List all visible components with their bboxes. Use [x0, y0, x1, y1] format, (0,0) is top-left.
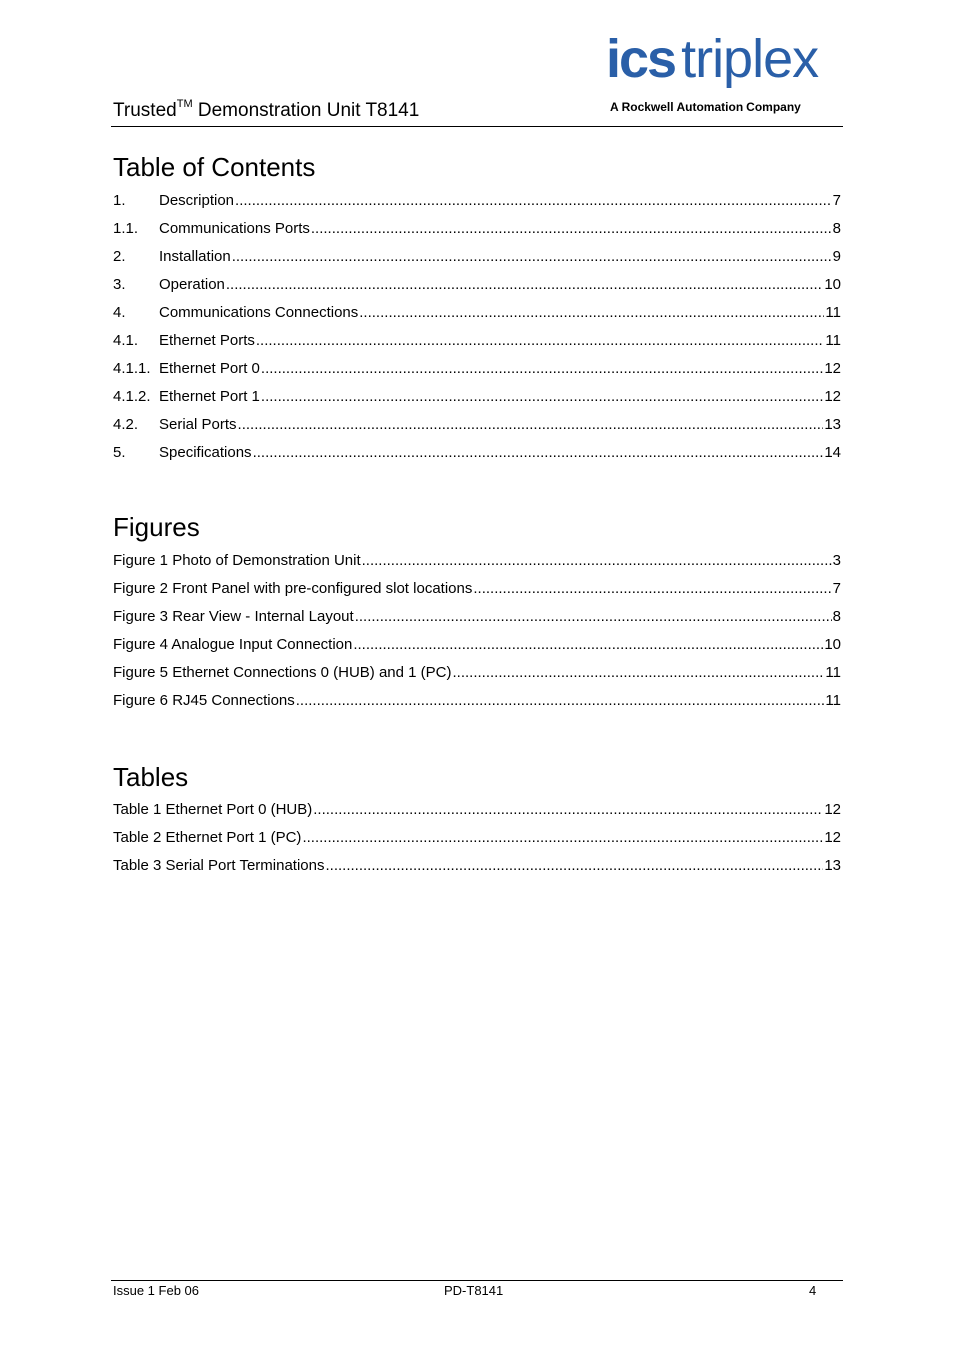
logo-tagline [610, 100, 801, 114]
figure-entry[interactable] [113, 552, 841, 580]
toc-entry-page: 10 [824, 276, 841, 293]
toc-entry-page: 11 [825, 332, 841, 349]
figure-entry-page: 11 [825, 664, 841, 681]
toc-entry-number: 3. [113, 276, 126, 293]
toc-entry-page: 8 [832, 220, 841, 237]
toc-entry-number: 4. [113, 304, 126, 321]
toc-entry[interactable] [113, 360, 841, 388]
figures-heading: Figures [113, 512, 200, 542]
table-entry[interactable] [113, 857, 841, 885]
dot-leader [311, 220, 832, 238]
toc-entry-title: Description [159, 192, 235, 209]
toc-entry-number: 4.2. [113, 416, 139, 433]
ics-triplex-logo [606, 29, 846, 118]
figure-entry-title: Figure 6 RJ45 Connections [113, 692, 295, 709]
figure-entry-title: Figure 4 Analogue Input Connection [113, 636, 353, 653]
figure-entry[interactable] [113, 580, 841, 608]
tables-heading: Tables [113, 762, 189, 792]
header-title [113, 100, 419, 122]
table-entry-title: Table 3 Serial Port Terminations [113, 857, 325, 874]
dot-leader [296, 692, 825, 710]
trademark-superscript: TM [176, 98, 193, 110]
logo-ics: ics [606, 29, 676, 89]
table-entry-title: Table 2 Ethernet Port 1 (PC) [113, 829, 302, 846]
toc-entry-number: 1. [113, 192, 126, 209]
toc-entry-page: 14 [824, 444, 841, 461]
toc-entry-number: 4.1.2. [113, 388, 151, 405]
figure-entry-page: 10 [824, 636, 841, 653]
figure-entry-page: 8 [832, 608, 841, 625]
table-entry[interactable] [113, 829, 841, 857]
toc-entry-title: Communications Ports [159, 220, 310, 237]
logo-tagline-brand: Rockwell Automation [621, 100, 744, 114]
figure-entry[interactable] [113, 664, 841, 692]
toc-heading: Table of Contents [113, 152, 316, 182]
toc-entry-title: Ethernet Port 0 [159, 360, 260, 377]
dot-leader [238, 416, 824, 434]
dot-leader [353, 636, 823, 654]
toc-entry-title: Serial Ports [159, 416, 237, 433]
logo-tagline-a: A [610, 100, 619, 114]
figures-list [113, 552, 841, 720]
figure-entry[interactable] [113, 692, 841, 720]
dot-leader [453, 664, 825, 682]
figure-entry-title: Figure 5 Ethernet Connections 0 (HUB) and 1 (PC) [113, 664, 452, 681]
toc-entry-page: 7 [832, 192, 841, 209]
dot-leader [256, 332, 825, 350]
toc-entry-number: 1.1. [113, 220, 139, 237]
footer-divider [111, 1280, 843, 1281]
figure-entry-title: Figure 2 Front Panel with pre-configured slot locations [113, 580, 473, 597]
figure-entry-title: Figure 3 Rear View - Internal Layout [113, 608, 354, 625]
logo-wordmark [606, 29, 819, 89]
toc-entry-number: 5. [113, 444, 126, 461]
dot-leader [261, 388, 823, 406]
toc-entry-number: 2. [113, 248, 126, 265]
logo-tagline-company: Company [746, 100, 801, 114]
dot-leader [473, 580, 831, 598]
toc-entry-page: 9 [832, 248, 841, 265]
toc-entry[interactable] [113, 332, 841, 360]
footer-page-number: 4 [809, 1283, 817, 1298]
dot-leader [302, 829, 823, 847]
toc-entry[interactable] [113, 444, 841, 472]
dot-leader [362, 552, 832, 570]
tables-list [113, 801, 841, 885]
toc-entry[interactable] [113, 276, 841, 304]
header-title-prefix: Trusted [113, 100, 177, 121]
toc-list [113, 192, 841, 472]
dot-leader [261, 360, 823, 378]
toc-entry-page: 12 [824, 360, 841, 377]
toc-entry-title: Operation [159, 276, 225, 293]
dot-leader [359, 304, 824, 322]
toc-entry[interactable] [113, 388, 841, 416]
toc-entry-page: 13 [824, 416, 841, 433]
logo-triplex: triplex [681, 29, 819, 89]
toc-entry-page: 11 [825, 304, 841, 321]
toc-entry[interactable] [113, 248, 841, 276]
footer-doc-id: PD-T8141 [444, 1283, 504, 1298]
figure-entry-title: Figure 1 Photo of Demonstration Unit [113, 552, 361, 569]
toc-entry-title: Specifications [159, 444, 252, 461]
table-entry-title: Table 1 Ethernet Port 0 (HUB) [113, 801, 313, 818]
dot-leader [235, 192, 832, 210]
dot-leader [226, 276, 823, 294]
toc-entry-title: Communications Connections [159, 304, 359, 321]
figure-entry-page: 3 [832, 552, 841, 569]
toc-entry-number: 4.1.1. [113, 360, 151, 377]
header-divider [111, 126, 843, 127]
toc-entry[interactable] [113, 416, 841, 444]
dot-leader [232, 248, 832, 266]
table-entry-page: 12 [824, 829, 841, 846]
dot-leader [253, 444, 824, 462]
toc-entry-title: Ethernet Ports [159, 332, 255, 349]
toc-entry-title: Installation [159, 248, 231, 265]
figure-entry-page: 11 [825, 692, 841, 709]
figure-entry-page: 7 [832, 580, 841, 597]
table-entry[interactable] [113, 801, 841, 829]
dot-leader [355, 608, 832, 626]
toc-entry[interactable] [113, 304, 841, 332]
figure-entry[interactable] [113, 608, 841, 636]
table-entry-page: 13 [824, 857, 841, 874]
dot-leader [326, 857, 824, 875]
toc-entry[interactable] [113, 220, 841, 248]
figure-entry[interactable] [113, 636, 841, 664]
toc-entry-title: Ethernet Port 1 [159, 388, 260, 405]
footer-issue: Issue 1 Feb 06 [113, 1283, 199, 1298]
toc-entry-page: 12 [824, 388, 841, 405]
toc-entry[interactable] [113, 192, 841, 220]
toc-entry-number: 4.1. [113, 332, 139, 349]
dot-leader [313, 801, 823, 819]
table-entry-page: 12 [824, 801, 841, 818]
header-title-suffix: Demonstration Unit T8141 [192, 100, 420, 121]
